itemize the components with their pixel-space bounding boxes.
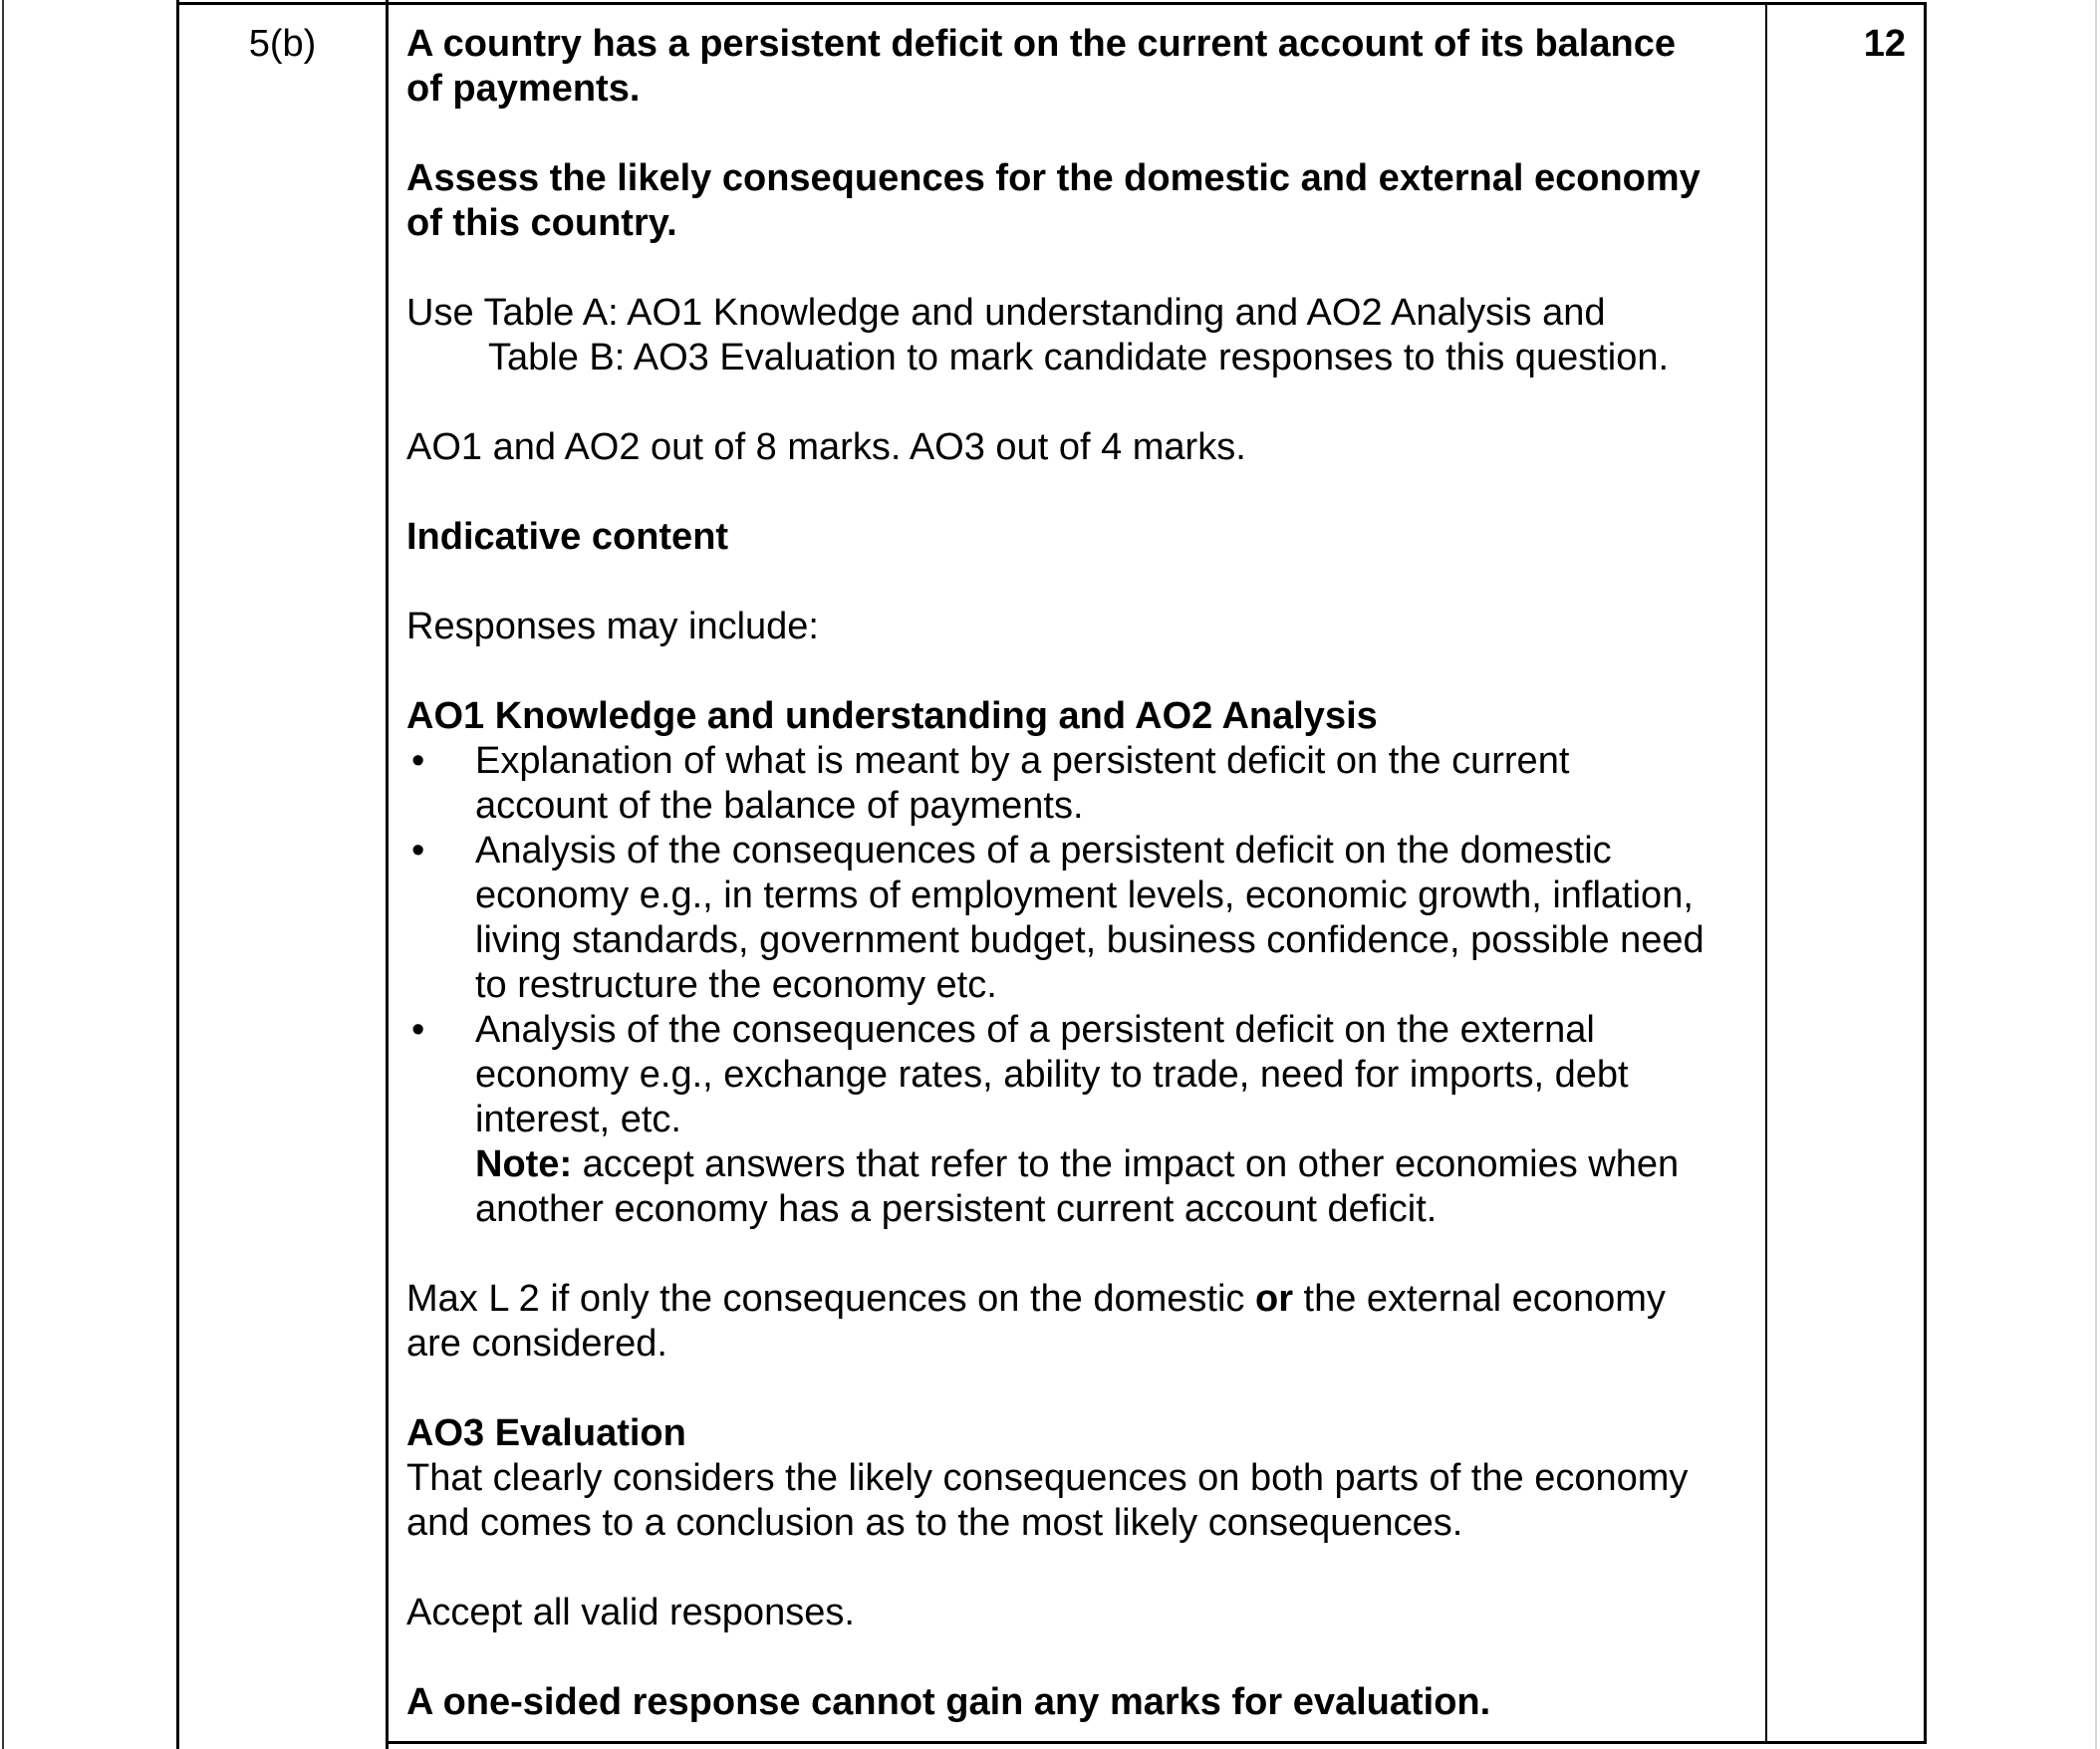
- bullet-icon: •: [411, 740, 425, 782]
- table-border-bottom: [386, 1741, 1927, 1744]
- bullet-item-line: economy e.g., exchange rates, ability to trade, need for imports, debt: [475, 1054, 1629, 1096]
- ao3-text-line: and comes to a conclusion as to the most likely consequences.: [406, 1502, 1463, 1544]
- ao3-text-line: That clearly considers the likely consequences on both parts of the economy: [406, 1457, 1689, 1499]
- use-tables-line: Table B: AO3 Evaluation to mark candidate responses to this question.: [488, 337, 1670, 378]
- command-text-line: of this country.: [406, 202, 677, 244]
- indicative-content-heading: Indicative content: [406, 516, 729, 558]
- answer-cell: [406, 22, 1761, 1725]
- bullet-item-line: economy e.g., in terms of employment levels, economic growth, inflation,: [475, 874, 1694, 916]
- command-text-line: Assess the likely consequences for the domestic and external economy: [406, 157, 1701, 199]
- marks-value: 12: [1863, 23, 1906, 65]
- ao12-heading: AO1 Knowledge and understanding and AO2 Analysis: [406, 695, 1378, 737]
- table-border-question-left: [176, 0, 179, 1749]
- question-text-line: of payments.: [406, 68, 641, 110]
- bullet-item-line: interest, etc.: [475, 1099, 681, 1140]
- blank-line: [406, 470, 1761, 515]
- note-line: another economy has a persistent current account deficit.: [475, 1188, 1438, 1230]
- note-text: accept answers that refer to the impact on other economies when: [572, 1143, 1680, 1185]
- table-border-question-right: [386, 0, 389, 1749]
- table-border-top: [176, 2, 1927, 5]
- max-level-line: [406, 1277, 1761, 1322]
- page-right-edge-line: [2095, 0, 2097, 1749]
- blank-line: [406, 380, 1761, 425]
- bullet-text: Analysis of the consequences of a persistent deficit on the domestic: [475, 830, 1612, 872]
- note-line: [406, 1142, 1761, 1187]
- max-level-line: are considered.: [406, 1323, 667, 1365]
- blank-line: [406, 1232, 1761, 1277]
- bullet-item-line: [406, 829, 1761, 874]
- max-level-text: Max L 2 if only the consequences on the domestic: [406, 1278, 1255, 1320]
- table-border-marks-right: [1924, 2, 1927, 1744]
- bullet-icon: •: [411, 1009, 425, 1051]
- ao3-heading: AO3 Evaluation: [406, 1412, 686, 1454]
- marks-cell: [1767, 22, 1906, 67]
- bullet-item-line: [406, 739, 1761, 784]
- one-sided-line: A one-sided response cannot gain any marks for evaluation.: [406, 1681, 1491, 1723]
- blank-line: [406, 1367, 1761, 1411]
- marks-split-line: AO1 and AO2 out of 8 marks. AO3 out of 4 marks.: [406, 426, 1246, 468]
- note-label: Note:: [475, 1143, 573, 1185]
- question-number-cell: [179, 22, 386, 67]
- blank-line: [406, 112, 1761, 156]
- blank-line: [406, 649, 1761, 694]
- blank-line: [406, 560, 1761, 605]
- blank-line: [406, 246, 1761, 291]
- page-left-edge-line: [2, 0, 4, 1749]
- accept-line: Accept all valid responses.: [406, 1592, 855, 1633]
- bullet-text: Explanation of what is meant by a persistent deficit on the current: [475, 740, 1570, 782]
- question-text-line: A country has a persistent deficit on the current account of its balance: [406, 23, 1676, 65]
- bullet-item-line: to restructure the economy etc.: [475, 964, 997, 1006]
- bullet-text: Analysis of the consequences of a persistent deficit on the external: [475, 1009, 1595, 1051]
- table-border-marks-left: [1765, 2, 1767, 1744]
- blank-line: [406, 1635, 1761, 1680]
- question-number: 5(b): [248, 23, 317, 65]
- bullet-item-line: account of the balance of payments.: [475, 785, 1084, 827]
- bullet-icon: •: [411, 830, 425, 872]
- bullet-item-line: [406, 1008, 1761, 1053]
- blank-line: [406, 1546, 1761, 1591]
- use-tables-line: Use Table A: AO1 Knowledge and understanding and AO2 Analysis and: [406, 292, 1606, 334]
- responses-intro-line: Responses may include:: [406, 606, 819, 647]
- max-level-text: the external economy: [1292, 1278, 1666, 1320]
- max-level-or: or: [1254, 1278, 1293, 1320]
- bullet-item-line: living standards, government budget, business confidence, possible need: [475, 919, 1705, 961]
